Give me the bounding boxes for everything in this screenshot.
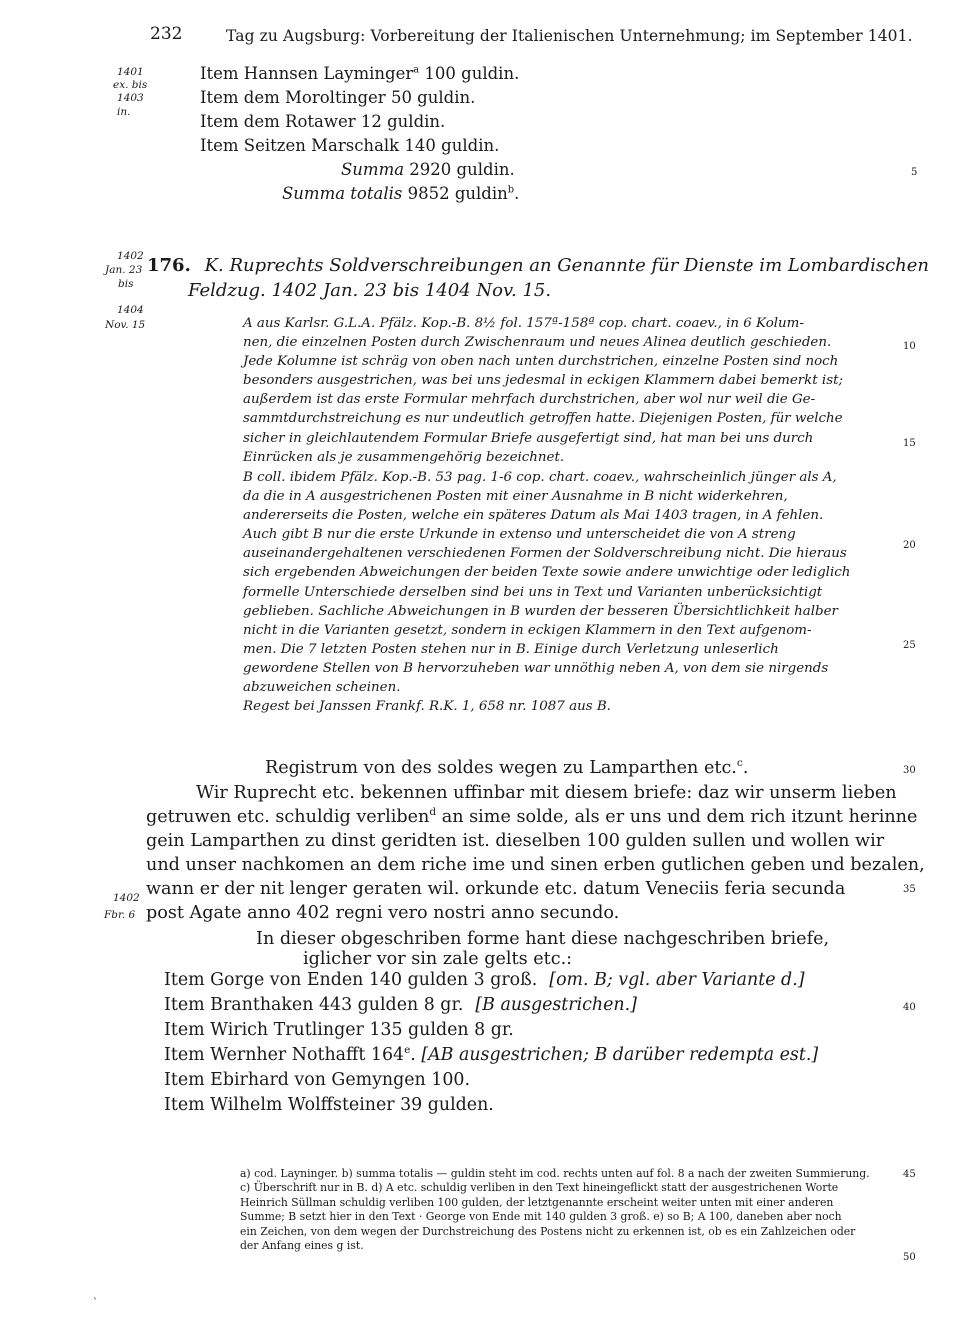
main-heading-text: Registrum von des soldes wegen zu Lamparthen etc. (265, 758, 737, 778)
margin-date: in. (117, 106, 131, 118)
section-margin-date: Nov. 15 (105, 319, 146, 331)
footnote-marker: a (413, 64, 420, 76)
footnote-line: Heinrich Süllman schuldig verliben 100 gulden, der letztgenannte erscheint weiter unten mit einer anderen (240, 1195, 834, 1209)
apparatus-line: sich ergebenden Abweichungen der beiden Texte sowie andere unwichtige oder lediglich (243, 565, 851, 581)
main-text-line: gein Lamparthen zu dinst geridten ist. dieselben 100 gulden sullen und wollen wir (146, 831, 885, 851)
main-heading (265, 757, 748, 781)
stray-mark: ` (93, 1298, 98, 1309)
line-number: 30 (903, 765, 916, 776)
apparatus-line: abzuweichen scheinen. (243, 680, 401, 696)
summa-line (341, 160, 515, 179)
item-line: Item Ebirhard von Gemyngen 100. (164, 1070, 471, 1090)
margin-date: 1403 (117, 92, 144, 104)
main-text-fragment: an sime solde, als er uns und dem rich itzunt herinne (436, 807, 918, 827)
margin-date: 1401 (117, 66, 144, 78)
summa-label: Summa (341, 160, 405, 179)
line-number: 35 (903, 884, 916, 895)
top-item-amount: 100 guldin. (419, 64, 520, 83)
main-margin-date: 1402 (113, 892, 140, 904)
main-text-fragment: getruwen etc. schuldig verliben (146, 807, 430, 827)
running-head: Tag zu Augsburg: Vorbereitung der Italienischen Unternehmung; im September 1401. (226, 27, 913, 45)
intro-line: iglicher vor sin zale gelts etc.: (303, 949, 573, 969)
top-item-text: Item Hannsen Layminger (200, 64, 414, 83)
footnote-line: a) cod. Layninger. b) summa totalis — guldin steht im cod. rechts unten auf fol. 8 a nach der zweiten Summierung. (240, 1167, 870, 1180)
apparatus-line: außerdem ist das erste Formular mehrfach durchstrichen, aber wol nur weil die Ge- (243, 392, 816, 408)
section-title: K. Ruprechts Soldverschreibungen an Genannte für Dienste im Lombardischen (204, 255, 930, 276)
apparatus-line: Auch gibt B nur die erste Urkunde in extenso und unterscheidet die von A streng (243, 527, 796, 543)
main-text-line: Wir Ruprecht etc. bekennen uffinbar mit diesem briefe: daz wir unserm lieben (196, 783, 897, 803)
item-line (164, 995, 637, 1015)
footnote-marker: b (507, 184, 515, 196)
section-number: 176. (147, 255, 191, 276)
top-item: Item dem Moroltinger 50 guldin. (200, 88, 476, 107)
footnote-marker: e (404, 1044, 411, 1057)
line-number: 45 (903, 1169, 916, 1180)
main-text-line: wann er der nit lenger geraten wil. orkunde etc. datum Veneciis feria secunda (146, 879, 846, 899)
line-number: 15 (903, 438, 916, 449)
summa-totalis-label: Summa totalis (282, 184, 403, 203)
line-number: 40 (903, 1002, 916, 1013)
apparatus-line: auseinandergehaltenen verschiedenen Formen der Soldverschreibung nicht. Die hieraus (243, 546, 847, 562)
line-number: 25 (903, 640, 916, 651)
item-note: [om. B; vgl. aber Variante d.] (549, 970, 805, 990)
section-margin-date: Jan. 23 (105, 264, 143, 276)
apparatus-line: da die in A ausgestrichenen Posten mit einer Ausnahme in B nicht widerkehren, (243, 489, 788, 505)
section-heading (147, 255, 929, 276)
apparatus-line: besonders ausgestrichen, was bei uns jedesmal in eckigen Klammern dabei bemerkt ist; (243, 373, 843, 389)
apparatus-line: formelle Unterschiede derselben sind bei uns in Text und Varianten unberücksichtigt (243, 584, 823, 600)
page-number: 232 (150, 24, 183, 44)
footnote-marker: c (736, 757, 743, 770)
item-text: Item Wernher Nothafft 164 (164, 1045, 405, 1065)
line-number: 50 (903, 1252, 916, 1263)
section-margin-date: bis (118, 278, 134, 290)
item-line: Item Wirich Trutlinger 135 gulden 8 gr. (164, 1020, 514, 1040)
apparatus-line: nicht in die Varianten gesetzt, sondern in eckigen Klammern in den Text aufgenom- (243, 622, 812, 638)
intro-line: In dieser obgeschriben forme hant diese nachgeschriben briefe, (256, 929, 830, 949)
line-number: 5 (911, 167, 918, 178)
margin-date: ex. bis (113, 79, 148, 91)
main-text-line: post Agate anno 402 regni vero nostri anno secundo. (146, 903, 620, 923)
item-line: Item Wilhelm Wolffsteiner 39 gulden. (164, 1095, 494, 1115)
footnote-marker: d (429, 806, 437, 819)
footnotes (240, 1167, 892, 1253)
summa-value: 2920 guldin. (404, 160, 515, 179)
top-item: Item dem Rotawer 12 guldin. (200, 112, 446, 131)
section-margin-date: 1402 (117, 250, 144, 262)
item-note: [B ausgestrichen.] (475, 995, 637, 1015)
item-line (164, 1045, 818, 1065)
main-margin-date: Fbr. 6 (104, 909, 136, 921)
footnote-line: Summe; B setzt hier in den Text · George von Ende mit 140 gulden 3 groß. e) so B; A 100, daneben aber noch (240, 1210, 842, 1224)
apparatus-line: sammtdurchstreichung es nur undeutlich getroffen hatte. Diejenigen Posten, für welche (243, 411, 843, 427)
section-title-continued: Feldzug. 1402 Jan. 23 bis 1404 Nov. 15. (188, 280, 552, 301)
item-text: Item Gorge von Enden 140 gulden 3 groß. (164, 970, 538, 990)
line-number: 10 (903, 341, 916, 352)
footnote-line: der Anfang eines g ist. (240, 1239, 364, 1253)
top-item: Item Seitzen Marschalk 140 guldin. (200, 136, 500, 155)
main-text-line: und unser nachkomen an dem riche ime und sinen erben gutlichen geben und bezalen, (146, 855, 925, 875)
summa-totalis-end: . (514, 184, 520, 203)
apparatus-line: men. Die 7 letzten Posten stehen nur in B. Einige durch Verletzung unleserlich (243, 641, 779, 657)
apparatus-line: B coll. ibidem Pfälz. Kop.-B. 53 pag. 1-6 cop. chart. coaev., wahrscheinlich jünger als A, (243, 470, 837, 485)
apparatus-line: nen, die einzelnen Posten durch Zwischenraum und neues Alinea deutlich geschieden. (243, 335, 832, 351)
item-text: Item Branthaken 443 gulden 8 gr. (164, 995, 464, 1015)
item-line (164, 970, 805, 990)
heading-period: . (742, 758, 749, 778)
apparatus-line: gewordene Stellen von B hervorzuheben war unnöthig neben A, von dem sie nirgends (243, 660, 829, 676)
main-text-line (146, 806, 917, 830)
footnote-line: ein Zeichen, von dem wegen der Durchstreichung des Postens nicht zu erkennen ist, ob es ein Zahlzeichen oder (240, 1224, 856, 1238)
summa-totalis-value: 9852 guldin (402, 184, 508, 203)
apparatus-line: Jede Kolumne ist schräg von oben nach unten durchstrichen, einzelne Posten sind noch (243, 354, 839, 370)
critical-apparatus-b (243, 468, 893, 716)
regest-line: Regest bei Janssen Frankf. R.K. 1, 658 nr. 1087 aus B. (243, 699, 611, 715)
critical-apparatus-a (243, 314, 893, 467)
section-margin-date: 1404 (117, 304, 144, 316)
apparatus-line: Einrücken als je zusammengehörig bezeichnet. (243, 449, 565, 465)
apparatus-line: andererseits die Posten, welche ein späteres Datum als Mai 1403 tragen, in A fehlen. (243, 508, 824, 524)
apparatus-line: sicher in gleichlautendem Formular Briefe ausgefertigt sind, hat man bei uns durch (243, 430, 814, 446)
line-number: 20 (903, 540, 916, 551)
footnote-line: c) Überschrift nur in B. d) A etc. schuldig verliben in den Text hineingeflickt statt der ausgestrichenen Worte (240, 1181, 839, 1195)
apparatus-line: geblieben. Sachliche Abweichungen in B wurden der besseren Übersichtlichkeit halber (243, 603, 838, 619)
summa-totalis-line (282, 184, 519, 203)
apparatus-line: A aus Karlsr. G.L.A. Pfälz. Kop.-B. 8½ fol. 157ª-158ª cop. chart. coaev., in 6 Kolum- (243, 316, 804, 331)
item-note: . [AB ausgestrichen; B darüber redempta est.] (410, 1045, 819, 1065)
top-item (200, 64, 519, 83)
